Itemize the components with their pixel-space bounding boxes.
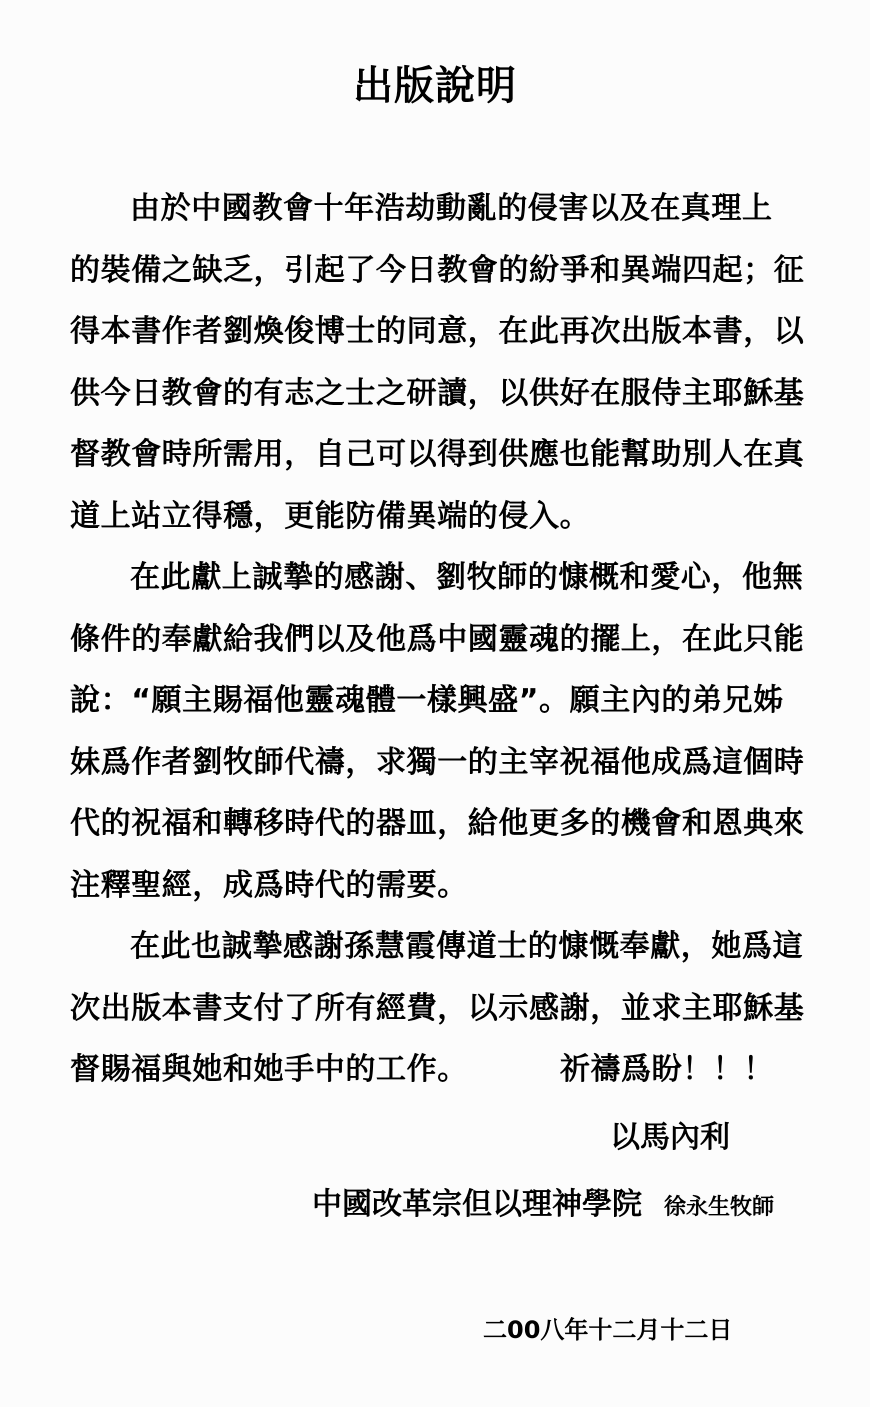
paragraph-line: 在此也誠摯感謝孫慧霞傳道士的慷慨奉獻，她爲這 xyxy=(130,929,804,964)
paragraph-line: 注釋聖經，成爲時代的需要。 xyxy=(70,867,468,903)
signature-organization: 中國改革宗但以理神學院 xyxy=(312,1187,642,1222)
paragraph-last-line xyxy=(70,1039,790,1101)
paragraph-line: 道上站立得穩，更能防備異端的侵入。 xyxy=(70,498,591,534)
paragraph-line: 供今日教會的有志之士之研讀，以供好在服侍主耶穌基 xyxy=(70,375,805,411)
paragraph-line: 得本書作者劉煥俊博士的同意，在此再次出版本書，以 xyxy=(70,314,805,349)
paragraph-line: 次出版本書支付了所有經費，以示感謝，並求主耶穌基 xyxy=(70,990,805,1026)
paragraph-line: 督教會時所需用，自己可以得到供應也能幫助別人在真 xyxy=(70,437,805,472)
paragraph-line: 妹爲作者劉牧師代禱，求獨一的主宰祝福他成爲這個時 xyxy=(70,744,805,780)
paragraph-line: 在此獻上誠摯的感謝、劉牧師的慷概和愛心，他無 xyxy=(130,560,804,595)
document-date: 二00八年十二月十二日 xyxy=(483,1316,733,1344)
signature-block xyxy=(312,1183,774,1230)
signature-pastor: 徐永生牧師 xyxy=(664,1195,775,1220)
page-title: 出版說明 xyxy=(353,63,517,109)
paragraph-line: 條件的奉獻給我們以及他爲中國靈魂的擺上，在此只能 xyxy=(70,621,805,657)
body-text xyxy=(70,178,805,1101)
paragraph-line: 代的祝福和轉移時代的器皿，給他更多的機會和恩典來 xyxy=(70,806,805,841)
closing-prayer: 祈禱爲盼！！！ xyxy=(559,1052,775,1087)
signature-name: 以馬內利 xyxy=(610,1120,730,1155)
paragraph-line-text: 督賜福與她和她手中的工作。 xyxy=(70,1052,468,1087)
paragraph-line: 的裝備之缺乏，引起了今日教會的紛爭和異端四起；征 xyxy=(70,252,805,288)
paragraph-line: 說：“願主賜福他靈魂體一樣興盛”。願主內的弟兄姊 xyxy=(70,683,784,718)
paragraph-line: 由於中國教會十年浩劫動亂的侵害以及在真理上 xyxy=(130,191,773,226)
